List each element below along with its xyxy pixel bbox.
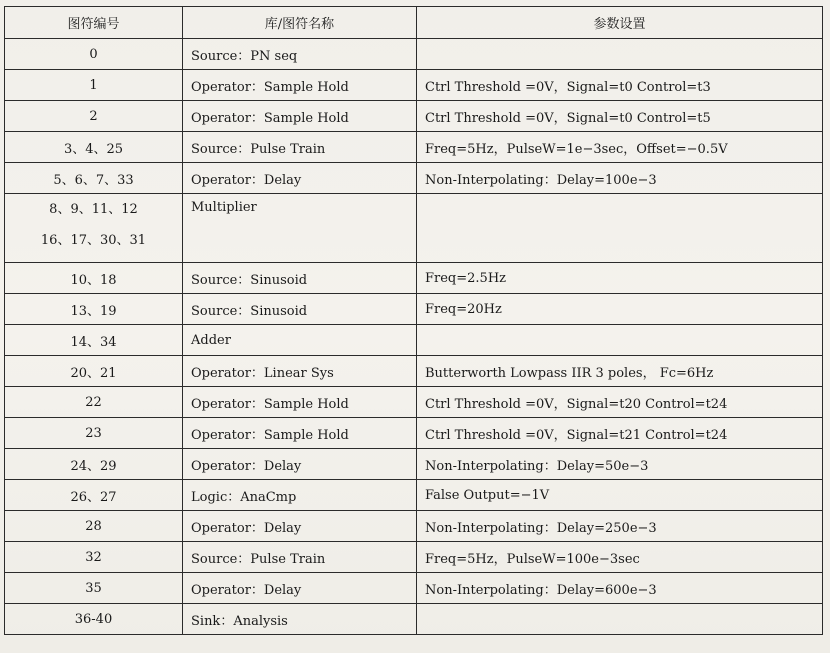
symbol-number-cell: 35: [5, 573, 183, 604]
parameter-cell: Non-Interpolating：Delay=100e−3: [417, 163, 823, 194]
table-row: [5, 511, 823, 542]
symbol-number-cell: 22: [5, 387, 183, 418]
table-row: [5, 132, 823, 163]
symbol-number-cell: 1: [5, 70, 183, 101]
library-name-cell: Operator：Sample Hold: [183, 387, 417, 418]
library-name-cell: Operator：Delay: [183, 449, 417, 480]
library-name-cell: Source：PN seq: [183, 39, 417, 70]
parameter-cell: Freq=2.5Hz: [417, 263, 823, 294]
parameter-cell: [417, 194, 823, 263]
library-name-cell: Sink：Analysis: [183, 604, 417, 635]
symbol-number-cell: 3、4、25: [5, 132, 183, 163]
library-name-cell: Multiplier: [183, 194, 417, 263]
library-name-cell: Source：Sinusoid: [183, 294, 417, 325]
table-row: [5, 356, 823, 387]
table-row: [5, 387, 823, 418]
parameter-cell: [417, 39, 823, 70]
table-row: [5, 194, 823, 263]
symbol-number-cell: 0: [5, 39, 183, 70]
symbol-number-cell: 5、6、7、33: [5, 163, 183, 194]
header-library-name: 库/图符名称: [183, 7, 417, 39]
symbol-number-cell: 36-40: [5, 604, 183, 635]
table-row: [5, 70, 823, 101]
symbol-number-cell: 20、21: [5, 356, 183, 387]
symbol-number-cell: 26、27: [5, 480, 183, 511]
library-name-cell: Operator：Sample Hold: [183, 101, 417, 132]
table-row: [5, 294, 823, 325]
parameter-cell: Freq=5Hz，PulseW=100e−3sec: [417, 542, 823, 573]
symbol-number-cell: 32: [5, 542, 183, 573]
parameter-cell: Butterworth Lowpass IIR 3 poles， Fc=6Hz: [417, 356, 823, 387]
table-row: [5, 573, 823, 604]
symbol-number-cell: 24、29: [5, 449, 183, 480]
parameter-cell: Ctrl Threshold =0V，Signal=t21 Control=t24: [417, 418, 823, 449]
parameter-cell: Ctrl Threshold =0V，Signal=t0 Control=t5: [417, 101, 823, 132]
library-name-cell: Operator：Sample Hold: [183, 418, 417, 449]
library-name-cell: Source：Pulse Train: [183, 132, 417, 163]
library-name-cell: Logic：AnaCmp: [183, 480, 417, 511]
parameter-cell: [417, 604, 823, 635]
symbol-number-cell: 14、34: [5, 325, 183, 356]
table-row: [5, 163, 823, 194]
parameter-table: [4, 6, 823, 635]
library-name-cell: Operator：Delay: [183, 573, 417, 604]
library-name-cell: Operator：Delay: [183, 511, 417, 542]
parameter-cell: Non-Interpolating：Delay=50e−3: [417, 449, 823, 480]
parameter-cell: Ctrl Threshold =0V，Signal=t20 Control=t24: [417, 387, 823, 418]
library-name-cell: Operator：Linear Sys: [183, 356, 417, 387]
symbol-number-line-2: 16、17、30、31: [40, 233, 147, 248]
library-name-cell: Adder: [183, 325, 417, 356]
header-parameter-settings: 参数设置: [417, 7, 823, 39]
table-row: [5, 449, 823, 480]
symbol-number-line-1: 8、9、11、12: [49, 202, 138, 217]
parameter-cell: Non-Interpolating：Delay=600e−3: [417, 573, 823, 604]
table-row: [5, 39, 823, 70]
table-row: [5, 542, 823, 573]
table-header-row: [5, 7, 823, 39]
table-row: [5, 604, 823, 635]
parameter-cell: Non-Interpolating：Delay=250e−3: [417, 511, 823, 542]
table-row: [5, 418, 823, 449]
parameter-cell: [417, 325, 823, 356]
symbol-number-cell: 23: [5, 418, 183, 449]
symbol-number-cell: 2: [5, 101, 183, 132]
library-name-cell: Operator：Sample Hold: [183, 70, 417, 101]
parameter-cell: False Output=−1V: [417, 480, 823, 511]
parameter-cell: Freq=20Hz: [417, 294, 823, 325]
parameter-cell: Ctrl Threshold =0V，Signal=t0 Control=t3: [417, 70, 823, 101]
table-row: [5, 325, 823, 356]
symbol-number-cell: 13、19: [5, 294, 183, 325]
library-name-cell: Operator：Delay: [183, 163, 417, 194]
parameter-cell: Freq=5Hz，PulseW=1e−3sec，Offset=−0.5V: [417, 132, 823, 163]
symbol-number-cell: 28: [5, 511, 183, 542]
header-symbol-number: 图符编号: [5, 7, 183, 39]
table-row: [5, 263, 823, 294]
library-name-cell: Source：Sinusoid: [183, 263, 417, 294]
symbol-number-cell: [5, 194, 183, 263]
table-row: [5, 480, 823, 511]
library-name-cell: Source：Pulse Train: [183, 542, 417, 573]
symbol-number-cell: 10、18: [5, 263, 183, 294]
table-row: [5, 101, 823, 132]
